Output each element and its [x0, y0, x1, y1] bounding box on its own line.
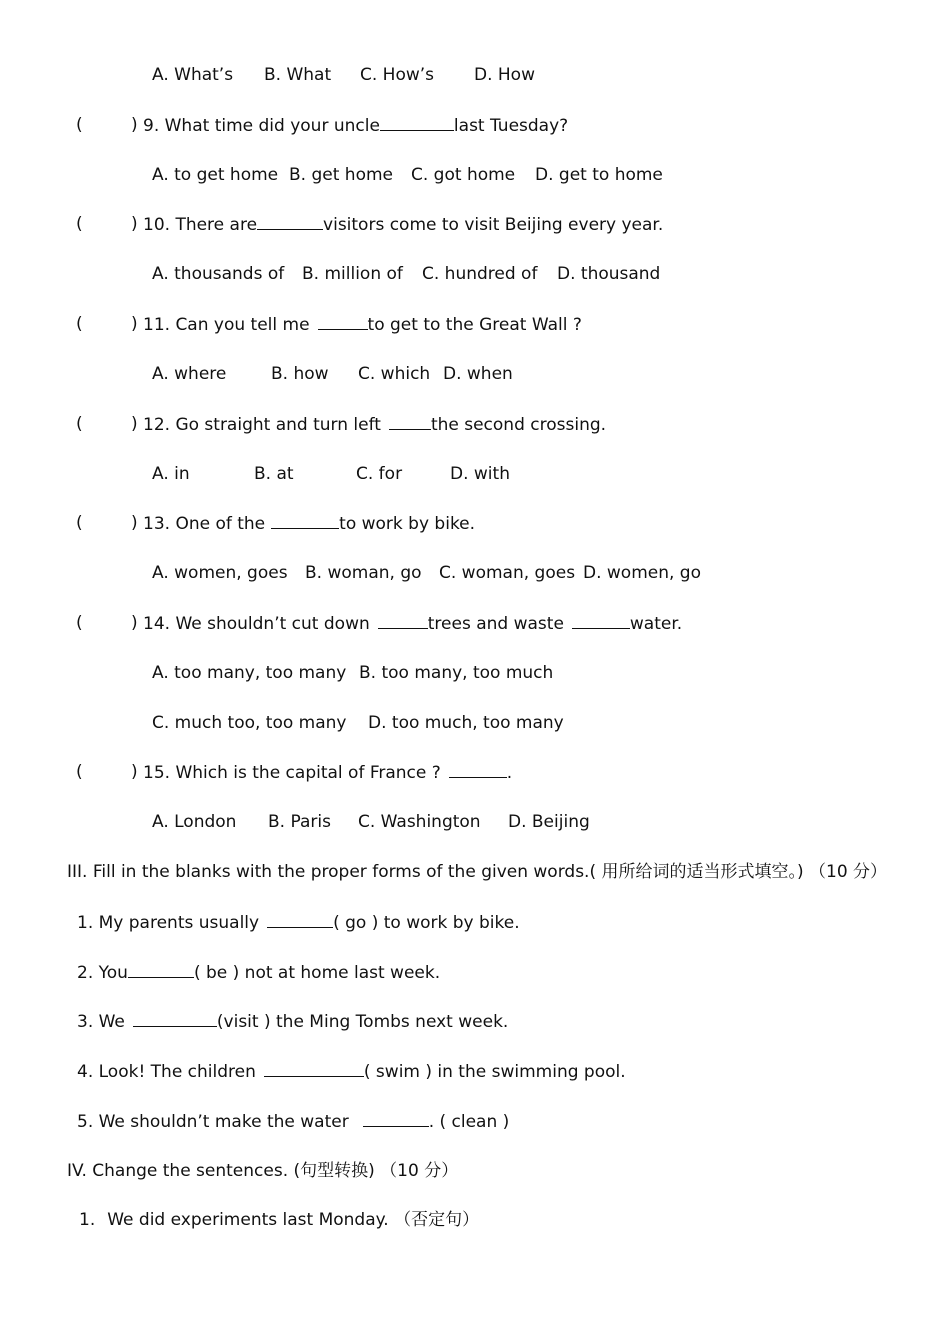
option-c: C. hundred of [422, 264, 538, 284]
question-text: 14. We shouldn’t cut down [143, 614, 370, 634]
question-12 [143, 413, 606, 436]
item-text: 4. Look! The children [77, 1062, 256, 1082]
item-text: . ( clean ) [428, 1112, 510, 1132]
option-b: B. What [264, 65, 332, 85]
answer-paren-open: ( [76, 214, 83, 234]
answer-paren-open: ( [76, 613, 83, 633]
answer-blank[interactable] [128, 961, 194, 978]
option-b: B. get home [289, 165, 393, 185]
answer-blank[interactable] [389, 413, 431, 430]
item-text: (visit ) the Ming Tombs next week. [216, 1012, 509, 1032]
item-text: ( be ) not at home last week. [193, 963, 441, 983]
option-a: A. too many, too many [152, 663, 347, 683]
question-text: . [506, 763, 513, 783]
option-c: C. much too, too many [152, 713, 347, 733]
answer-blank[interactable] [378, 612, 428, 629]
answer-blank[interactable] [267, 911, 333, 928]
option-a: A. women, goes [152, 563, 288, 583]
answer-blank[interactable] [264, 1060, 364, 1077]
item-text: 3. We [77, 1012, 125, 1032]
question-text: 15. Which is the capital of France ? [143, 763, 441, 783]
section-heading: III. Fill in the blanks with the proper forms of the given words.( 用所给词的适当形式填空。) （10 分） [67, 862, 888, 882]
answer-blank[interactable] [271, 512, 339, 529]
answer-blank[interactable] [380, 114, 454, 131]
option-a: A. to get home [152, 165, 279, 185]
option-a: A. thousands of [152, 264, 285, 284]
option-b: B. too many, too much [359, 663, 554, 683]
answer-paren-open: ( [76, 513, 83, 533]
item-text: 2. You [77, 963, 128, 983]
question-text: 10. There are [143, 215, 258, 235]
question-text: trees and waste [427, 614, 564, 634]
option-b: B. woman, go [305, 563, 422, 583]
answer-paren-open: ( [76, 314, 83, 334]
fill-item-5 [77, 1110, 509, 1133]
option-a: A. where [152, 364, 227, 384]
option-b: B. Paris [268, 812, 331, 832]
answer-paren-open: ( [76, 414, 83, 434]
answer-blank[interactable] [318, 313, 368, 330]
question-text: 11. Can you tell me [143, 315, 310, 335]
question-9 [143, 114, 568, 137]
option-c: C. Washington [358, 812, 481, 832]
fill-item-4 [77, 1060, 626, 1083]
section-heading: IV. Change the sentences. (句型转换) （10 分） [67, 1161, 459, 1181]
fill-item-3 [77, 1010, 508, 1033]
option-c: C. which [358, 364, 431, 384]
item-text: 5. We shouldn’t make the water [77, 1112, 349, 1132]
answer-blank[interactable] [363, 1110, 429, 1127]
question-text: to work by bike. [339, 514, 476, 534]
answer-blank[interactable] [449, 761, 507, 778]
question-text: 9. What time did your uncle [143, 116, 380, 136]
option-d: D. when [443, 364, 513, 384]
item-text: 1. My parents usually [77, 913, 260, 933]
answer-blank[interactable] [133, 1010, 217, 1027]
option-d: D. How [474, 65, 535, 85]
option-a: A. in [152, 464, 190, 484]
answer-paren-open: ( [76, 115, 83, 135]
option-d: D. with [450, 464, 510, 484]
option-c: C. for [356, 464, 403, 484]
option-d: D. women, go [583, 563, 701, 583]
option-c: C. got home [411, 165, 516, 185]
answer-paren-close: ) [131, 314, 138, 334]
answer-paren-close: ) [131, 513, 138, 533]
answer-paren-close: ) [131, 214, 138, 234]
change-item-1 [79, 1209, 479, 1231]
question-15 [143, 761, 512, 784]
question-text: last Tuesday? [453, 116, 569, 136]
answer-paren-close: ) [131, 762, 138, 782]
answer-paren-close: ) [131, 115, 138, 135]
option-d: D. get to home [535, 165, 663, 185]
question-text: to get to the Great Wall ? [367, 315, 582, 335]
question-text: visitors come to visit Beijing every year. [323, 215, 664, 235]
answer-paren-close: ) [131, 414, 138, 434]
question-text: water. [629, 614, 683, 634]
question-10 [143, 213, 663, 236]
answer-paren-open: ( [76, 762, 83, 782]
question-13 [143, 512, 475, 535]
option-a: A. What’s [152, 65, 234, 85]
option-b: B. at [254, 464, 294, 484]
answer-blank[interactable] [257, 213, 323, 230]
item-text: ( go ) to work by bike. [333, 913, 520, 933]
fill-item-2 [77, 961, 440, 984]
option-a: A. London [152, 812, 237, 832]
answer-blank[interactable] [572, 612, 630, 629]
question-14 [143, 612, 682, 635]
item-text: ( swim ) in the swimming pool. [363, 1062, 626, 1082]
fill-item-1 [77, 911, 520, 934]
option-d: D. too much, too many [368, 713, 564, 733]
option-d: D. Beijing [508, 812, 590, 832]
item-text: We did experiments last Monday. （否定句） [107, 1210, 480, 1230]
question-text: 13. One of the [143, 514, 266, 534]
option-d: D. thousand [557, 264, 661, 284]
option-b: B. million of [302, 264, 403, 284]
option-b: B. how [271, 364, 329, 384]
question-11 [143, 313, 582, 336]
question-text: the second crossing. [430, 415, 607, 435]
option-c: C. How’s [360, 65, 435, 85]
question-text: 12. Go straight and turn left [143, 415, 381, 435]
item-number: 1. [79, 1210, 96, 1230]
option-c: C. woman, goes [439, 563, 576, 583]
answer-paren-close: ) [131, 613, 138, 633]
